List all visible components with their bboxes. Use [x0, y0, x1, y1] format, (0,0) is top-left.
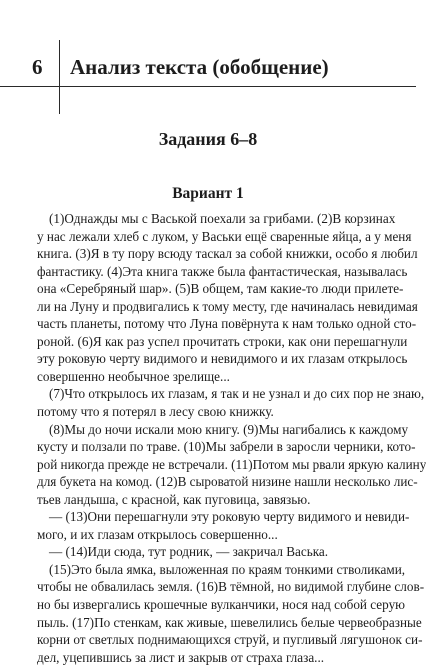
chapter-number: 6	[32, 55, 43, 79]
tasks-title: Задания 6–8	[158, 129, 258, 149]
text-line: пыль. (17)По стенкам, как живые, шевелились белые червеобразные	[37, 614, 422, 630]
text-line: потому что я потерял в лесу свою книжку.	[37, 404, 274, 420]
text-line: для букета на комод. (12)В сыроватой низине нашли несколько лис-	[37, 474, 418, 490]
text-line: часть планеты, потому что Луна повёрнута к нам только одной сто-	[37, 316, 417, 332]
text-line: но бы извергались крошечные вулканчики, нося над собой серую	[37, 597, 406, 613]
text-line: рой никогда прежде не встречали. (11)Потом мы рвали яркую калину	[37, 456, 426, 472]
text-line: — (14)Иди сюда, тут родник, — закричал Васька.	[49, 544, 329, 560]
text-line: кусту и ползали по траве. (10)Мы забрели в заросли черники, кото-	[37, 439, 416, 455]
variant-title: Вариант 1	[172, 185, 244, 202]
text-line: она «Серебряный шар». (5)В общем, там какие-то люди прилете-	[37, 281, 404, 297]
text-line: совершенно необычное зрелище...	[37, 368, 230, 384]
chapter-header-divider	[59, 40, 60, 114]
text-line: чтобы не обвалилась земля. (16)В тёмной, но видимой глубине слов-	[37, 579, 425, 595]
text-line: роной. (6)Я как раз успел прочитать строки, как они перешагнули	[37, 333, 408, 349]
text-line: у нас лежали хлеб с луком, у Васьки ещё сваренные яйца, а у меня	[37, 228, 412, 244]
text-line: корни от светлых поднимающихся струй, и пугливый лягушонок си-	[37, 632, 423, 648]
text-line: эту роковую черту видимого и невидимого и их глазам открылось	[37, 351, 408, 367]
text-line: мого, и их глазам открылось совершенно...	[37, 526, 278, 542]
text-line: (8)Мы до ночи искали мою книгу. (9)Мы нагибались к каждому	[49, 421, 409, 437]
text-line: тьев ландыша, с красной, как пуговица, завязью.	[37, 491, 311, 507]
text-line: — (13)Они перешагнули эту роковую черту видимого и невиди-	[49, 509, 410, 525]
chapter-header-rule	[0, 86, 416, 87]
chapter-title: Анализ текста (обобщение)	[70, 55, 329, 79]
text-line: (15)Это была ямка, выложенная по краям тонкими стволиками,	[49, 561, 406, 577]
text-line: (1)Однажды мы с Васькой поехали за грибами. (2)В корзинах	[49, 211, 396, 226]
text-line: дел, уцепившись за лист и закрыв от страха глаза...	[37, 649, 325, 665]
text-line: (7)Что открылось их глазам, я так и не узнал и до сих пор не знаю,	[49, 386, 425, 402]
text-line: ли на Луну и продвигались к тому месту, где начиналась невидимая	[37, 298, 418, 314]
text-line: фантастику. (4)Эта книга также была фантастическая, называлась	[37, 263, 408, 279]
text-line: книга. (3)Я в ту пору всюду таскал за собой книжки, особо я любил	[37, 246, 418, 262]
text-body	[37, 210, 426, 666]
